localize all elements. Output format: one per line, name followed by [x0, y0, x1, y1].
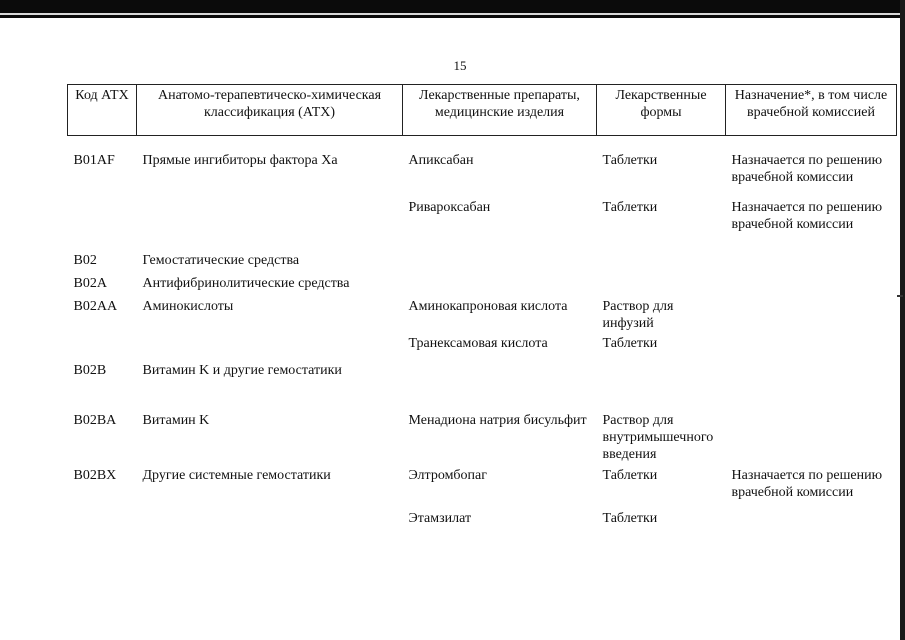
cell-atc	[137, 507, 403, 533]
cell-code: B02	[73, 253, 97, 268]
header-atc: Анатомо-терапевтическо-химическая классификация (АТХ)	[137, 85, 403, 136]
cell-atc: Гемостатические средства	[142, 253, 300, 268]
cell-form	[597, 271, 726, 294]
cell-code: B02A	[73, 276, 107, 291]
cell-form: Таблетки	[602, 511, 658, 526]
table-header	[68, 85, 897, 136]
header-code: Код АТХ	[68, 85, 137, 136]
cell-drug: Аминокапроновая кислота	[408, 299, 568, 314]
cell-code: B02B	[73, 363, 107, 378]
cell-atc	[137, 193, 403, 246]
cell-form: Раствор для инфузий	[602, 299, 674, 331]
cell-atc: Аминокислоты	[142, 299, 234, 314]
cell-form: Таблетки	[602, 336, 658, 351]
cell-form	[597, 358, 726, 408]
scan-top-gap	[0, 13, 905, 15]
cell-form: Таблетки	[602, 153, 658, 168]
table-row	[68, 193, 897, 246]
table-row	[68, 507, 897, 533]
cell-drug: Транексамовая кислота	[408, 336, 548, 351]
cell-atc: Другие системные гемостатики	[142, 468, 331, 483]
scan-top-border	[0, 0, 905, 18]
table-row	[68, 294, 897, 332]
cell-code: B02BX	[73, 468, 117, 483]
medicines-table	[67, 84, 897, 533]
cell-purpose	[726, 507, 897, 533]
cell-purpose	[726, 246, 897, 271]
cell-drug	[403, 246, 597, 271]
cell-drug: Этамзилат	[408, 511, 472, 526]
cell-purpose	[726, 271, 897, 294]
cell-drug: Ривароксабан	[408, 200, 491, 215]
header-forms: Лекарственные формы	[597, 85, 726, 136]
cell-form	[597, 246, 726, 271]
table-row	[68, 136, 897, 194]
cell-atc: Витамин K	[142, 413, 210, 428]
cell-form: Раствор для внутримышечного введения	[602, 413, 714, 462]
cell-drug	[403, 358, 597, 408]
cell-form: Таблетки	[602, 200, 658, 215]
table-row	[68, 271, 897, 294]
table-row	[68, 246, 897, 271]
cell-purpose: Назначается по решению врачебной комиссии	[731, 468, 883, 500]
cell-purpose	[726, 332, 897, 358]
cell-purpose: Назначается по решению врачебной комиссии	[731, 153, 883, 185]
cell-drug: Менадиона натрия бисульфит	[408, 413, 587, 428]
table-row	[68, 332, 897, 358]
cell-drug: Элтромбопаг	[408, 468, 487, 483]
table-row	[68, 358, 897, 408]
cell-code	[68, 193, 137, 246]
cell-drug: Апиксабан	[408, 153, 474, 168]
cell-purpose	[726, 408, 897, 463]
margin-dash-mark	[897, 295, 903, 297]
cell-drug	[403, 271, 597, 294]
cell-code: B02BA	[73, 413, 117, 428]
cell-form: Таблетки	[602, 468, 658, 483]
cell-code	[68, 507, 137, 533]
cell-purpose	[726, 294, 897, 332]
scan-right-border	[900, 0, 905, 640]
cell-purpose: Назначается по решению врачебной комиссии	[731, 200, 883, 232]
cell-code	[68, 332, 137, 358]
header-purpose: Назначение*, в том числе врачебной комиссией	[726, 85, 897, 136]
table-row	[68, 463, 897, 507]
page-number: 15	[453, 58, 467, 73]
cell-code: B01AF	[73, 153, 115, 168]
cell-code: B02AA	[73, 299, 118, 314]
header-drugs: Лекарственные препараты, медицинские изделия	[403, 85, 597, 136]
cell-atc	[137, 332, 403, 358]
cell-atc: Витамин K и другие гемостатики	[142, 363, 342, 378]
cell-purpose	[726, 358, 897, 408]
table-row	[68, 408, 897, 463]
cell-atc: Прямые ингибиторы фактора Xa	[142, 153, 338, 168]
cell-atc: Антифибринолитические средства	[142, 276, 350, 291]
